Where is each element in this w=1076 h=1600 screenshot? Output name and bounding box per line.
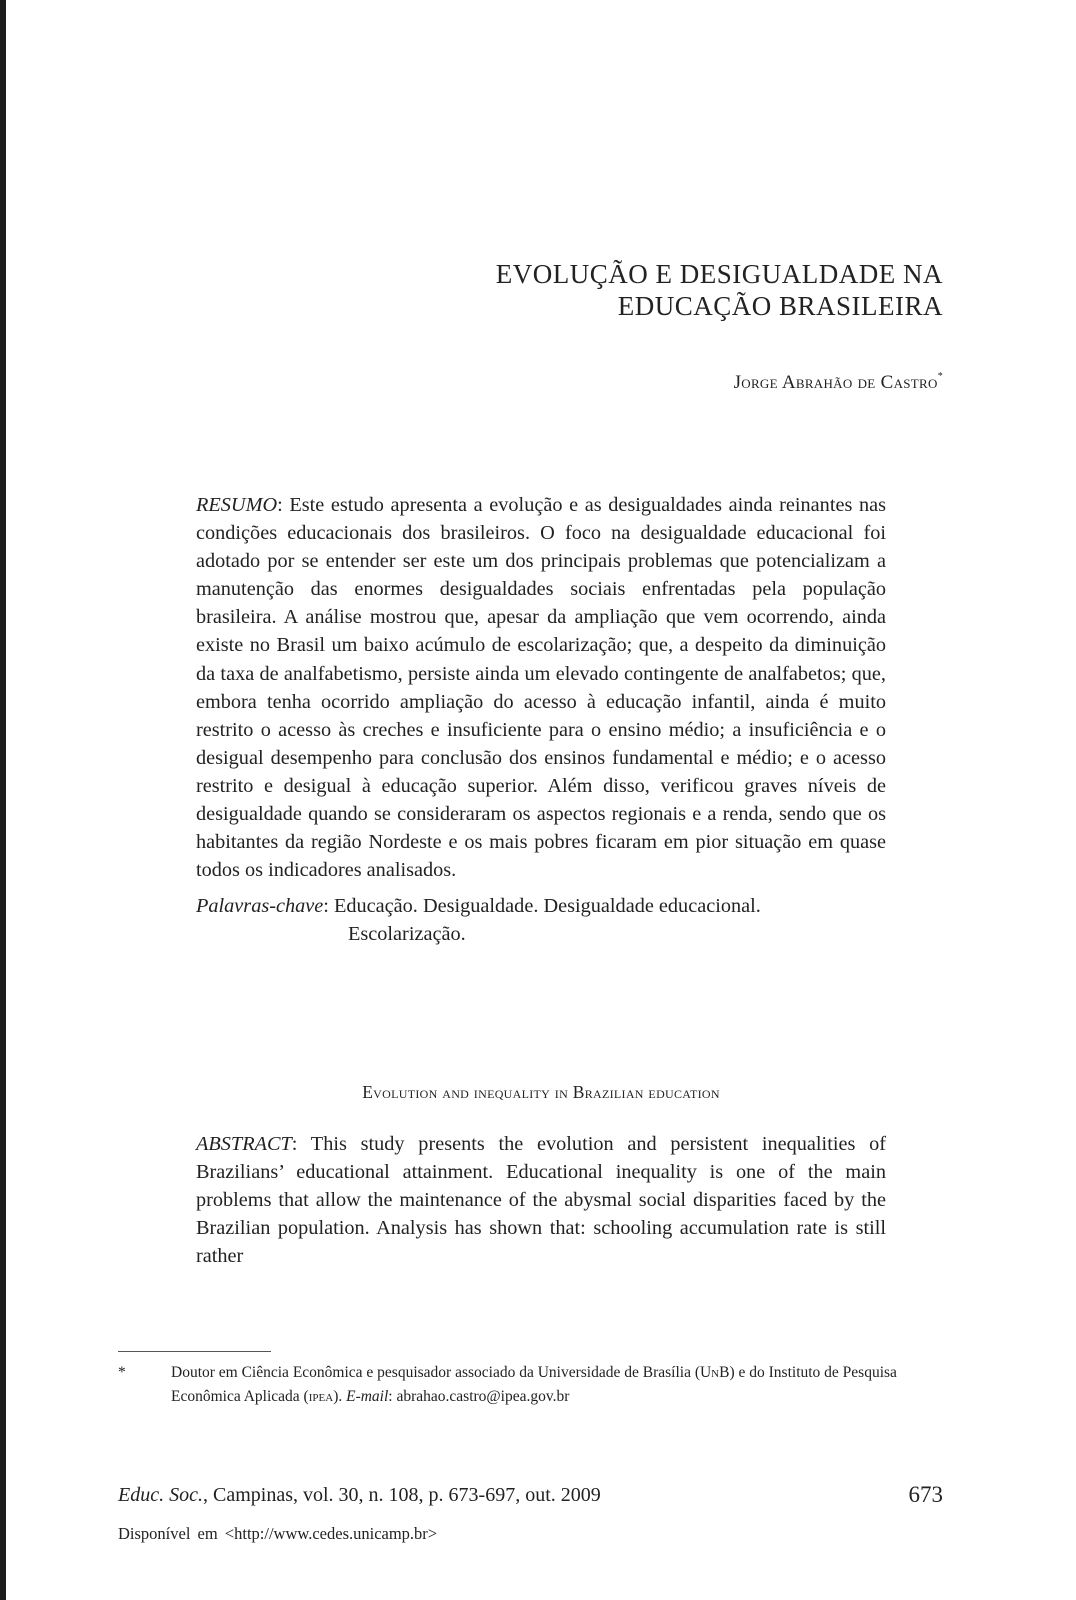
keywords (196, 892, 886, 948)
footnote-unb: UnB (699, 1364, 730, 1381)
abstract-section (196, 1130, 886, 1270)
footnote-text (118, 1361, 948, 1409)
author-name (734, 372, 943, 394)
article-title (496, 258, 943, 322)
page-number: 673 (908, 1482, 943, 1507)
footnote-text-part-1: Doutor em Ciência Econômica e pesquisador associado da Universidade de Brasília ( (171, 1364, 700, 1381)
footnote-ipea: ipea (308, 1388, 334, 1405)
viewer-left-edge (0, 0, 6, 1600)
keywords-label: Palavras-chave (196, 895, 324, 918)
resumo-label: RESUMO (196, 494, 278, 516)
resumo-paragraph (196, 491, 886, 884)
author-footnote-marker: * (937, 370, 943, 382)
keywords-line-1: : Educação. Desigualdade. Desigualdade educacional. (323, 895, 761, 918)
journal-name: Educ. Soc. (118, 1484, 203, 1506)
keywords-line-2: Escolarização. (348, 923, 466, 946)
author-name-text: Jorge Abrahão de Castro (733, 372, 938, 393)
footnote (118, 1361, 948, 1409)
abstract-paragraph (196, 1130, 886, 1270)
resumo-text: : Este estudo apresenta a evolução e as desigualdades ainda reinantes nas condições educacionais dos brasileiros. O foco na desigualdade educacional foi adotado por se entender ser este um dos principais problemas que potencializam a manutenção das enormes desigualdades sociais enfrentadas pela população brasileira. A análise mostrou que, apesar da ampliação que vem ocorrendo, ainda existe no Brasil um baixo acúmulo de escolarização; que, a despeito da diminuição da taxa de analfabetismo, persiste ainda um elevado contingente de analfabetos; que, embora tenha ocorrido ampliação do acesso à educação infantil, ainda é muito restrito o acesso às creches e insuficiente para o ensino médio; a insuficiência e o desigual desempenho para conclusão dos ensinos fundamental e médio; e o acesso restrito e desigual à educação superior. Além disso, verificou graves níveis de desigualdade quando se consideraram os aspectos regionais e a renda, sendo que os habitantes da região Nordeste e os mais pobres ficaram em pior situação em quase todos os indicadores analisados. (196, 494, 886, 882)
resumo-section (196, 491, 886, 949)
footnote-divider (118, 1351, 271, 1352)
journal-citation (118, 1484, 601, 1507)
footnote-marker: * (118, 1364, 126, 1381)
footnote-text-part-3: ). (333, 1388, 347, 1405)
footnote-email-label: E-mail (346, 1388, 389, 1405)
english-title: Evolution and inequality in Brazilian education (362, 1082, 720, 1102)
footnote-email: : abrahao.castro@ipea.gov.br (388, 1388, 570, 1405)
availability-note: Disponível em <http://www.cedes.unicamp.br> (118, 1524, 438, 1543)
abstract-text: : This study presents the evolution and persistent inequalities of Brazilians’ educational attainment. Educational inequality is one of the main problems that allow the maintenance of the abysmal social disparities faced by the Brazilian population. Analysis has shown that: schooling accumulation rate is still rather (196, 1133, 886, 1268)
article-title-line-2: EDUCAÇÃO BRASILEIRA (617, 291, 943, 321)
article-title-line-1: EVOLUÇÃO E DESIGUALDADE NA (495, 259, 943, 289)
footnote-text-part-2: ) e do Instituto de Pesquisa Econômica Aplicada ( (171, 1364, 897, 1405)
journal-citation-details: , Campinas, vol. 30, n. 108, p. 673-697, out. 2009 (202, 1484, 601, 1506)
abstract-label: ABSTRACT (196, 1133, 292, 1155)
